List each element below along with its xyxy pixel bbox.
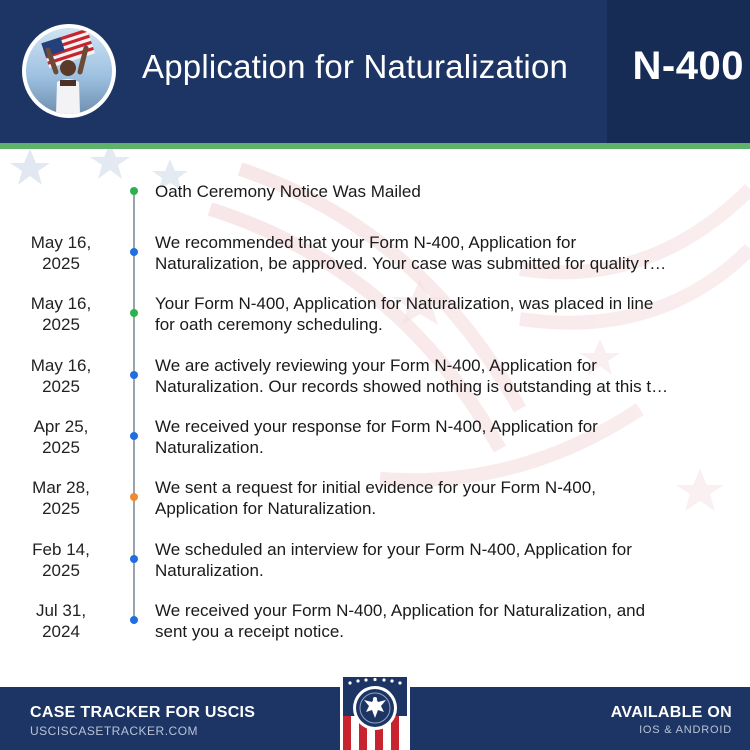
timeline-entry-text <box>155 293 715 335</box>
entry-date <box>14 355 108 397</box>
entry-date-year: 2025 <box>42 561 80 580</box>
entry-text-line: Application for Naturalization. <box>155 499 377 518</box>
entry-date-month: Feb 14, <box>32 540 90 559</box>
timeline-entry-2 <box>0 293 750 349</box>
entry-date-year: 2024 <box>42 622 80 641</box>
eagle-seal-icon <box>334 670 416 750</box>
entry-text-line: Naturalization, be approved. Your case was submitted for quality r… <box>155 254 667 273</box>
entry-date-month: May 16, <box>30 356 92 375</box>
status-dot <box>130 493 138 501</box>
timeline-entry-7 <box>0 600 750 656</box>
timeline-entry-5 <box>0 477 750 533</box>
entry-date <box>14 539 108 581</box>
status-dot <box>130 371 138 379</box>
timeline-entry-1 <box>0 232 750 288</box>
entry-text-line: We received your response for Form N-400, Application for <box>155 417 598 436</box>
person-with-flag-avatar <box>26 28 112 114</box>
entry-text-line: Your Form N-400, Application for Naturalization, was placed in line <box>155 294 654 313</box>
timeline-entry-text <box>155 477 715 519</box>
entry-date-year: 2025 <box>42 499 80 518</box>
status-dot <box>130 616 138 624</box>
entry-date-month: Apr 25, <box>33 417 89 436</box>
entry-date <box>14 232 108 274</box>
entry-date-year: 2025 <box>42 377 80 396</box>
entry-date-month: Mar 28, <box>32 478 90 497</box>
entry-text-line: We recommended that your Form N-400, Application for <box>155 233 577 252</box>
timeline-entry-4 <box>0 416 750 472</box>
entry-text-line: We sent a request for initial evidence for your Form N-400, <box>155 478 596 497</box>
entry-date-year: 2025 <box>42 254 80 273</box>
entry-text-line: Oath Ceremony Notice Was Mailed <box>155 182 421 201</box>
form-code-label: N-400 <box>632 44 744 88</box>
entry-text-line: for oath ceremony scheduling. <box>155 315 383 334</box>
status-dot <box>130 248 138 256</box>
timeline-entry-text <box>155 539 715 581</box>
timeline-entry-0 <box>0 181 750 237</box>
entry-text-line: sent you a receipt notice. <box>155 622 345 641</box>
footer-platforms: IOS & ANDROID <box>639 724 732 736</box>
entry-text-line: We scheduled an interview for your Form N-400, Application for <box>155 540 632 559</box>
entry-text-line: Naturalization. <box>155 438 264 457</box>
timeline-entry-text <box>155 355 715 397</box>
entry-date <box>14 293 108 335</box>
status-dot <box>130 187 138 195</box>
entry-date <box>14 416 108 458</box>
entry-date-month: May 16, <box>30 233 92 252</box>
entry-text-line: Naturalization. Our records showed nothing is outstanding at this t… <box>155 377 669 396</box>
entry-text-line: Naturalization. <box>155 561 264 580</box>
status-dot <box>130 555 138 563</box>
status-dot <box>130 309 138 317</box>
entry-date <box>14 477 108 519</box>
entry-text-line: We are actively reviewing your Form N-400, Application for <box>155 356 597 375</box>
status-dot <box>130 432 138 440</box>
timeline-entry-text <box>155 232 715 274</box>
footer-app-name: CASE TRACKER FOR USCIS <box>30 704 256 721</box>
timeline-entry-text <box>155 600 715 642</box>
entry-date-year: 2025 <box>42 438 80 457</box>
entry-text-line: We received your Form N-400, Application for Naturalization, and <box>155 601 646 620</box>
entry-date-year: 2025 <box>42 315 80 334</box>
timeline-entry-3 <box>0 355 750 411</box>
timeline-entry-6 <box>0 539 750 595</box>
page-title: Application for Naturalization <box>142 48 569 85</box>
footer-website-link[interactable]: USCISCASETRACKER.COM <box>30 724 199 738</box>
timeline-entry-text <box>155 181 715 202</box>
entry-date-month: May 16, <box>30 294 92 313</box>
avatar <box>22 24 116 118</box>
entry-date-month: Jul 31, <box>35 601 87 620</box>
timeline-entry-text <box>155 416 715 458</box>
entry-date <box>14 600 108 642</box>
footer-availability-title: AVAILABLE ON <box>610 704 732 721</box>
